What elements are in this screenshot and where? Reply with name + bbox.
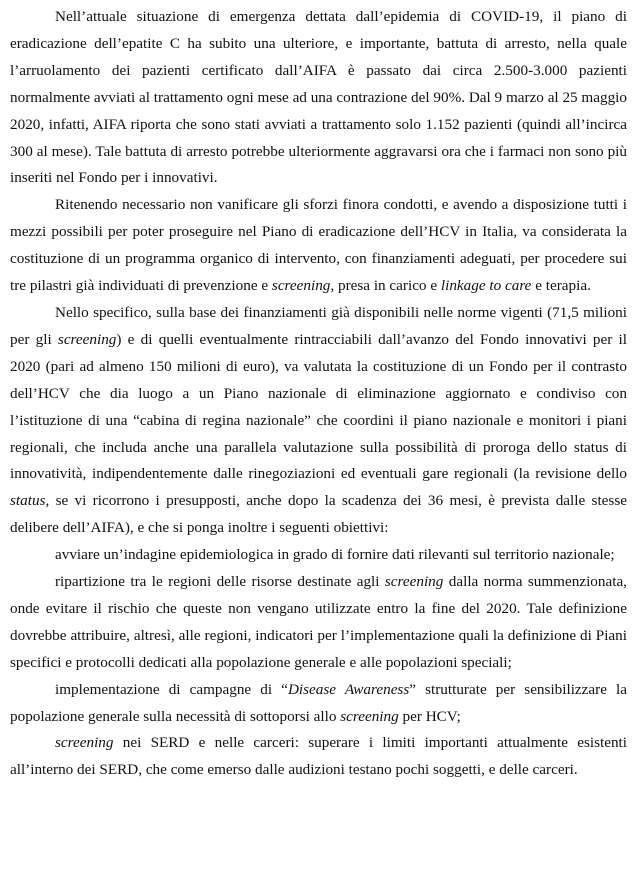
- italic-text-run: Disease Awareness: [287, 680, 410, 698]
- text-run: , presa in carico e: [330, 277, 441, 295]
- italic-text-run: screening: [57, 330, 117, 348]
- text-run: Ritenendo necessario non vanificare gli sforzi finora condotti, e avendo a disposizione tutti i mezzi possibili per poter proseguire nel Piano di eradicazione dell’HCV in Italia, va considerata la costituzione di un programma organico di intervento, con finanziamenti adeguati, per procedere sui tre pilastri già individuati di prevenzione e: [10, 196, 627, 295]
- text-run: dalla norma summenzionata, onde evitare il rischio che queste non vengano utilizzate entro la fine del 2020. Tale definizione dovrebbe attribuire, altresì, alle regioni, indicatori per l’implementazione quali la definizione di Piani specifici e protocolli dedicati alla popolazione generale e alle popolazioni speciali;: [10, 573, 627, 671]
- text-run: , se vi ricorrono i presupposti, anche dopo la scadenza dei 36 mesi, è prevista dalle stesse delibere dell’AIFA), e che si ponga inoltre i seguenti obiettivi:: [10, 492, 627, 537]
- paragraph-covid-impact: [10, 4, 627, 192]
- text-run: ) e di quelli eventualmente rintracciabili dall’avanzo del Fondo innovativi per il 2020 (pari ad almeno 150 milioni di euro), va valutata la costituzione di un Fondo per il contrasto dell’HCV che dia luogo a un Piano nazionale di eliminazione aggiornato e condiviso con l’istituzione di una “cabina di regina nazionale” che coordini il piano nazionale e monitori i piani regionali, che includa anche una parallela valutazione sulla possibilità di proroga dello status di innovatività, indipendentemente dalle rinegoziazioni ed eventuali gare regionali (la revisione dello: [10, 330, 627, 483]
- list-item-serd-prisons-screening: [10, 730, 627, 784]
- text-run: nei SERD e nelle carceri: superare i limiti importanti attualmente esistenti all’interno dei SERD, che come emerso dalle audizioni testano pochi soggetti, e delle carceri.: [10, 734, 627, 779]
- italic-text-run: screening: [340, 707, 399, 725]
- paragraph-funding-objectives: [10, 300, 627, 542]
- text-run: Nell’attuale situazione di emergenza dettata dall’epidemia di COVID-19, il piano di eradicazione dell’epatite C ha subito una ulteriore, e importante, battuta di arresto, nella quale l’arruolamento dei pazienti certificato dall’AIFA è passato dai circa 2.500-3.000 pazienti normalmente avviati al trattamento ogni mese ad una contrazione del 90%. Dal 9 marzo al 25 maggio 2020, infatti, AIFA riporta che sono stati avviati a trattamento solo 1.152 pazienti (quindi all’incirca 300 al mese). Tale battuta di arresto potrebbe ulteriormente aggravarsi ora che i farmaci non sono più inseriti nel Fondo per i innovativi.: [10, 8, 627, 187]
- list-item-awareness-campaigns: [10, 677, 627, 731]
- text-run: ripartizione tra le regioni delle risorse destinate agli: [55, 573, 385, 591]
- text-run: per HCV;: [398, 707, 461, 725]
- italic-text-run: screening: [55, 734, 114, 752]
- italic-text-run: linkage to care: [440, 277, 532, 295]
- text-run: Nello specifico, sulla base dei finanziamenti già disponibili nelle norme vigenti (71,5 milioni per gli: [10, 303, 627, 348]
- text-run: implementazione di campagne di “: [55, 680, 288, 698]
- paragraph-program-proposal: [10, 192, 627, 300]
- text-run: avviare un’indagine epidemiologica in grado di fornire dati rilevanti sul territorio nazionale;: [55, 546, 615, 564]
- text-run: ” strutturate per sensibilizzare la popolazione generale sulla necessità di sottoporsi allo: [10, 680, 627, 725]
- italic-text-run: screening: [384, 573, 444, 591]
- italic-text-run: screening: [271, 277, 331, 295]
- list-item-epidemiological-survey: [10, 542, 627, 569]
- text-run: e terapia.: [531, 277, 591, 295]
- list-item-screening-allocation: [10, 569, 627, 677]
- italic-text-run: status: [10, 492, 46, 510]
